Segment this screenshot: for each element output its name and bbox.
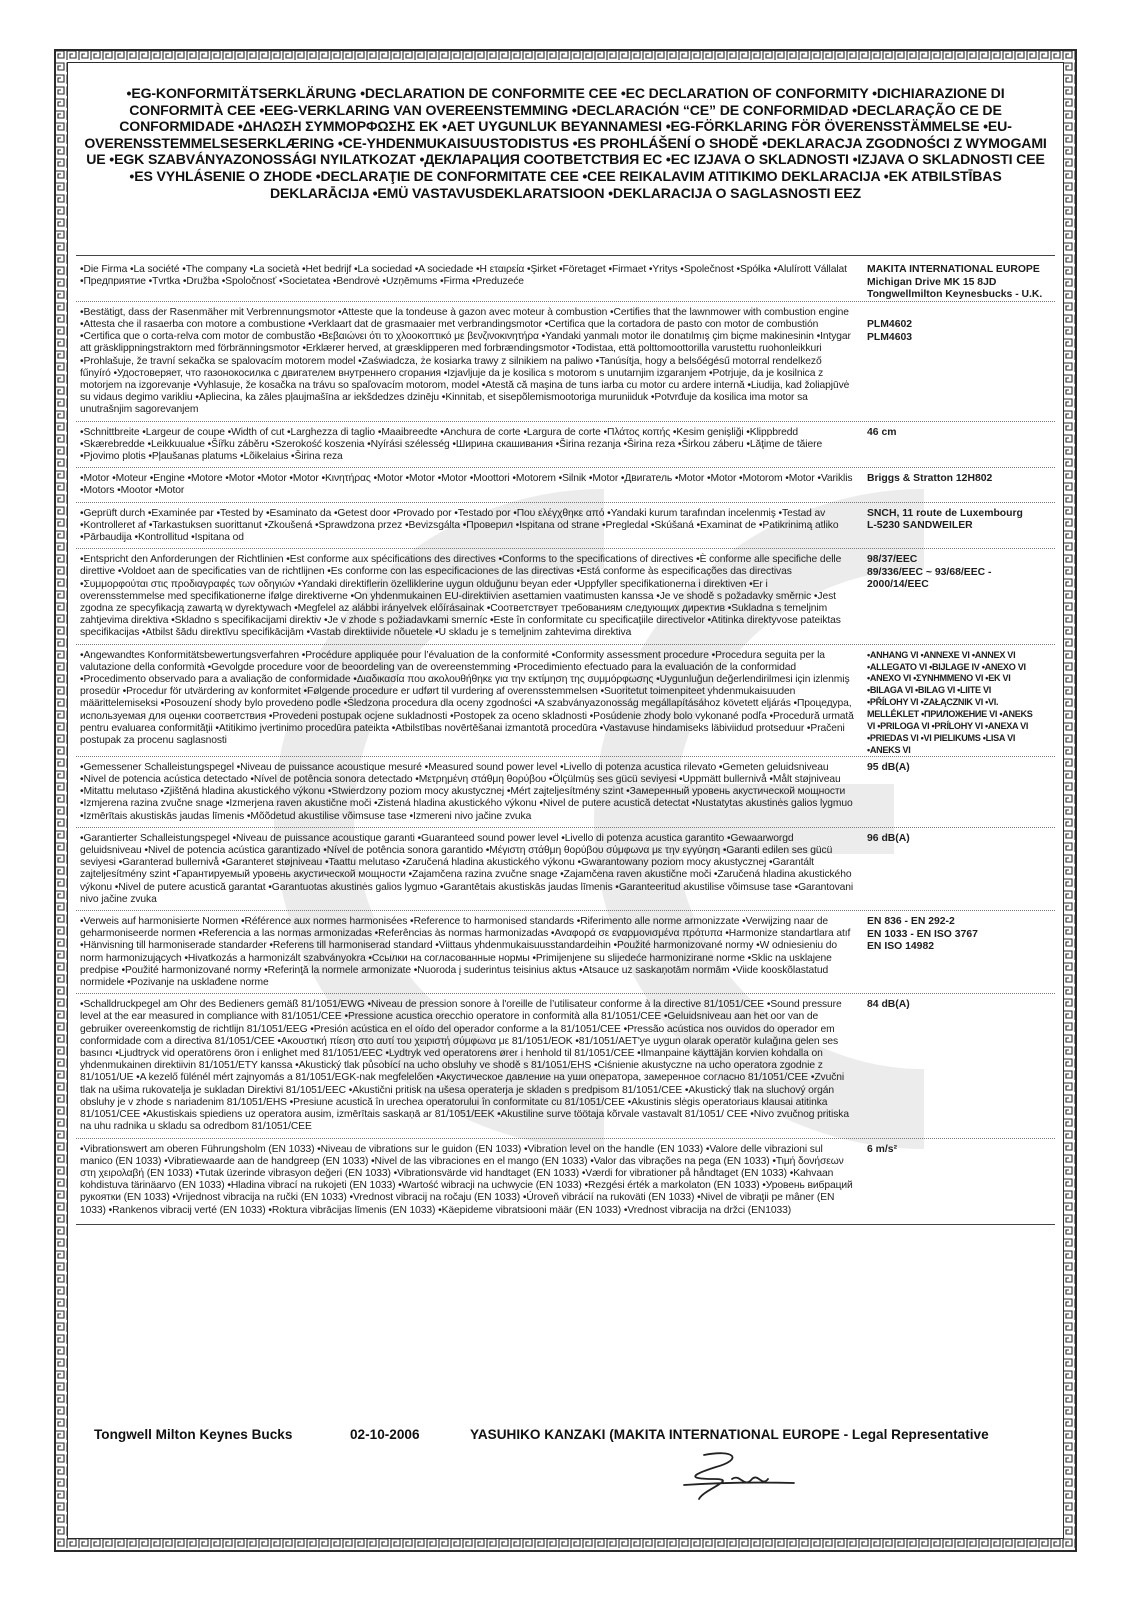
row-label: •Die Firma •La société •The company •La società •Het bedrijf •La sociedad •A sociedade •Η εταιρεία •Şirket •Företaget •Firmaet •Yritys •Společnost •Spółka •Alulírott Vállalat •Предприятие •Tvrtka •Družba •Spoločnosť •Societatea •Bendrovė •Uzņēmums •Firma •Preduzeće: [80, 264, 847, 288]
row-label: •Gemessener Schalleistungspegel •Niveau de puissance acoustique mesuré •Measured sound power level •Livello di potenza acustica rilevato •Gemeten geluidsniveau •Nivel de potencia acústica detectado •Nível de potência sonora detectado •Μετρημένη στάθμη θορύβου •Ölçülmüş ses gücü seviyesi •Uppmätt bullernivå •Målt støjniveau •Mitattu melutaso •Zjištěná hladina akustického výkonu •Stwierdzony poziom mocy akustycznej •Mért zajteljesítmény szint •Замеренный уровень акустической мощности •Izmjerena razina zvučne snage •Izmerjena raven akustične moči •Zistená hladina akustického výkonu •Nivel de putere acustică detectat •Nustatytas akustinės galios lygmuo •Izmērītais akustiskās jaudas līmenis •Mõõdetud akustilise võimsuse tase •Izmereni nivo jačine zvuka: [80, 761, 853, 822]
row-label: •Entspricht den Anforderungen der Richtlinien •Est conforme aux spécifications des directives •Conforms to the specifications of directives •È conforme alle specifiche delle direttive •Voldoet aan de specificaties van de richtlijnen •Es conforme con las especificaciones de las directivas •Está conforme às especificações das directivas •Συμμορφούται στις προδιαγραφές των οδηγιών •Yandaki direktiflerin özelliklerine uygun olduğunu beyan eder •Uppfyller specifikationerna i direktiven •Er i overensstemmelse med specifikationerne ifølge direktiverne •On yhdenmukainen EU-direktiivien asettamien vaatimusten kanssa •Je ve shodě s požadavky směrnic •Jest zgodna ze specyfikacją zawartą w dyrektywach •Megfelel az alábbi irányelvek előírásainak •Соответствует требованиям следующих директив •Sukladna s temeljnim zahtjevima direktiva •Skladno s specifikacijami direktiv •Je v zhode s požiadavkami smerníc •Este în conformitate cu specificaţiile directivelor •Atitinka direktyvose pateiktas specifikacijas •Atbilst šādu direktīvu specifikācijām •Vastab direktiivide nõuetele •U skladu je s temeljnim zahtevima direktiva: [80, 554, 842, 639]
value-line: Briggs & Stratton 12H802: [867, 473, 993, 485]
row-value: [867, 468, 1042, 502]
value-line: •ANHANG VI •ANNEXE VI •ANNEX VI: [867, 649, 1016, 660]
row-label: •Bestätigt, dass der Rasenmäher mit Verbrennungsmotor •Atteste que la tondeuse à gazon avec moteur à combustion •Certifies that the lawnmower with combustion engine •Attesta che il rasaerba con motore a combustione •Verklaart dat de grasmaaier met verbrandingsmotor •Certifica que la cortadora de pasto con motor de combustión •Certifica que o corta-relva com motor de combustão •Βεβαιώνει ότι το χλοοκοπτικό με βενζινοκινητήρα •Yandaki yanmalı motor ile donatılmış çim biçme makinesinin •Intygar att gräsklippningstraktorn med förbränningsmotor •Erklærer herved, at græsklipperen med forbrændingsmotor •Todistaa, että polttomoottorilla varustettu ruohonleikkuri •Prohlašuje, že travní sekačka se spalovacím motorem model •Zaświadcza, że kosiarka trawy z silnikiem na paliwo •Tanúsítja, hogy a belsőégésű motorral rendelkező fűnyíró •Удостоверяет, что газонокосилка с двигателем внутреннего сгорания •Izjavljuje da je kosilica s motorom s unutarnjim izgaranjem •Potrjuje, da je kosilnica z motorjem na izgorevanje •Vyhlasuje, že kosačka na trávu so spaľovacím motorom, model •Atestă că maşina de tuns iarba cu motor cu ardere internă •Liudija, kad žoliapjūvė su vidaus degimo varikliu •Apliecina, ka zāles pļaujmašīna ar iekšdedzes dzinēju •Kinnitab, et sisepõlemismootoriga muruniiduk •Potvrđuje da kosilica ima motor sa unutrašnjim sagorevanjem: [80, 306, 851, 416]
row-label: •Verweis auf harmonisierte Normen •Référence aux normes harmonisées •Reference to harmonised standards •Riferimento alle norme armonizzate •Verwijzing naar de geharmoniseerde normen •Referencia a las normas armonizadas •Referências às normas harmonizadas •Αναφορά σε εναρμονισμένα πρότυπα •Harmonize standartlara atıf •Hänvisning till harmoniserade standarder •Referens till harmoniserad standard •Viittaus yhdenmukaisuusstandardeihin •Použité harmonizované normy •W odniesieniu do norm harmonizujących •Hivatkozás a harmonizált szabványokra •Ссылки на согласованные нормы •Primijenjene su slijedeće harmonizirane norme •Sklic na usklajene predpise •Použité harmonizované normy •Referinţă la normele armonizate •Nuoroda į suderintus teisinius aktus •Atsauce uz saskaņotām normām •Viide kooskõlastatud normidele •Pozivanje na usklađene norme: [80, 916, 851, 989]
row-value: [867, 302, 1042, 422]
footer-place: Tongwell Milton Keynes Bucks: [94, 1427, 293, 1442]
value-line: EN 1033 - EN ISO 3767: [867, 928, 978, 940]
declaration-table: [76, 259, 1055, 1225]
value-line: 46 cm: [867, 426, 897, 438]
value-line: EN 836 - EN 292-2: [867, 916, 955, 928]
row-directives: [76, 549, 1055, 644]
row-value: [867, 503, 1042, 550]
value-line: MELLÉKLET •ПРИЛОЖЕНИЕ VI •ANEKS: [867, 709, 1033, 720]
row-value: [867, 757, 1042, 828]
value-line: EN ISO 14982: [867, 941, 935, 953]
row-value: [867, 549, 1042, 644]
value-line: 96 dB(A): [867, 832, 910, 844]
value-line: Tongwellmilton Keynesbucks - U.K.: [867, 289, 1043, 301]
value-line: L-5230 SANDWEILER: [867, 520, 973, 532]
row-label: •Schnittbreite •Largeur de coupe •Width of cut •Larghezza di taglio •Maaibreedte •Anchura de corte •Largura de corte •Πλάτος κοπής •Kesim genişliği •Klippbredd •Skærebredde •Leikkuualue •Šířku záběru •Szerokość koszenia •Nyírási szélesség •Ширина скашивания •Širina rezanja •Širina reza •Širkou záberu •Lăţime de tăiere •Pjovimo plotis •Pļaušanas platums •Lõikelaius •Širina reza: [80, 426, 823, 463]
footer-representative: YASUHIKO KANZAKI (MAKITA INTERNATIONAL EUROPE - Legal Representative: [470, 1427, 989, 1442]
value-line: [867, 307, 1042, 320]
value-line: 84 dB(A): [867, 999, 910, 1011]
row-sound-pressure: [76, 994, 1055, 1138]
row-cut-width: [76, 422, 1055, 469]
value-line: •PRIEDAS VI •VI PIELIKUMS •LISA VI: [867, 733, 1016, 743]
row-label: •Garantierter Schalleistungspegel •Niveau de puissance acoustique garanti •Guaranteed sound power level •Livello di potenza acustica garantito •Gewaarworgd geluidsniveau •Nivel de potencia acústica garantizado •Nível de potência sonora garantido •Μέγιστη στάθμη θορύβου σύμφωνα με την εγγύηση •Garanti edilen ses gücü seviyesi •Garanterad bullernivå •Garanteret støjniveau •Taattu melutaso •Zaručená hladina akustického výkonu •Gwarantowany poziom mocy akustycznej •Garantált zajteljesítmény szint •Гарантируемый уровень акустической мощности •Zajamčena razina zvučne snage •Zajamčena raven akustične moči •Zaručená hladina akustického výkonu •Nivel de putere acustică garantat •Garantuotas akustinės galios lygmuo •Garantētais akustiskās jaudas līmenis •Garanteeritud akustilise võimsuse tase •Garantovani nivo jačine zvuka: [80, 832, 854, 905]
row-harmonised-standards: [76, 911, 1055, 994]
value-line: 2000/14/EEC: [867, 579, 929, 591]
row-company: [76, 259, 1055, 302]
row-label: •Angewandtes Konformitätsbewertungsverfahren •Procédure appliquée pour l’évaluation de la conformité •Conformity assessment procedure •Procedura seguita per la valutazione della conformità •Gevolgde procedure voor de beoordeling van de overeenstemming •Procedimiento efectuado para la evaluación de la conformidad •Procedimento observado para a avaliação de conformidade •Διαδικασία που ακολουθήθηκε για την εκτίμηση της συμμόρφωσης •Uygunluğun değerlendirilmesi için izlenmiş prosedür •Procedur för utvärdering av konformitet •Følgende procedure er udført til vurdering af overensstemmelsen •Suoritetut toimenpiteet yhdenmukaisuuden määrittelemiseksi •Posouzení shody bylo provedeno podle •Śledzona procedura dla oceny zgodności •A szabványazonosság megállapításához követett eljárás •Процедура, используемая для оценки соответствия •Provedeni postupak ocjene sukladnosti •Postopek za oceno skladnosti •Posúdenie zhody bolo vykonané podľa •Procedură urmată pentru evaluarea conformităţii •Atitikimo įvertinimo procedūra pateikta •Atbilstības novērtēšanai izmantotā procedūra •Vastavuse hindamiseks läbiviidud protseduur •Pračeni postupak za procenu saglasnosti: [80, 649, 854, 747]
value-line: Michigan Drive MK 15 8JD: [867, 276, 997, 288]
value-line: 95 dB(A): [867, 761, 910, 773]
declaration-page: [54, 49, 1077, 1552]
value-line: MAKITA INTERNATIONAL EUROPE: [867, 264, 1040, 275]
value-line: PLM4602: [867, 319, 913, 331]
row-value: [867, 259, 1042, 302]
row-measured-sound-power: [76, 757, 1055, 828]
value-line: 98/37/EEC: [867, 554, 918, 566]
row-label: •Geprüft durch •Examinée par •Tested by •Esaminato da •Getest door •Provado por •Testado por •Που ελέγχθηκε από •Yandaki kurum tarafından incelenmiş •Testad av •Kontrolleret af •Tarkastuksen suorittanut •Zkoušená •Sprawdzona przez •Bevizsgálta •Проверил •Ispitana od strane •Pregledal •Skúšaná •Examinat de •Patikrinimą atliko •Pārbaudija •Kontrollitud •Ispitana od: [80, 507, 839, 544]
row-value: [867, 994, 1042, 1138]
row-value: [867, 422, 1042, 469]
row-value: [867, 1139, 1042, 1225]
document-title: •EG-KONFORMITÄTSERKLÄRUNG •DECLARATION DE CONFORMITE CEE •EC DECLARATION OF CONFORMITY •DICHIARAZIONE DI CONFORMITÀ CEE •EEG-VERKLARING VAN OVEREENSTEMMING •DECLARACIÓN “CE” DE CONFORMIDAD •DECLARAÇÃO CE DE CONFORMIDADE •ΔΗΛΩΣΗ ΣΥΜΜΟΡΦΩΣΗΣ ΕΚ •AET UYGUNLUK BEYANNAMESI •EG-FÖRKLARING FÖR ÖVERENSSTÄMMELSE •EU-OVERENSSTEMMELSESERKLÆRING •CE-YHDENMUKAISUUSTODISTUS •ES PROHLÁŠENÍ O SHODĚ •DEKLARACJA ZGODNOŚCI Z WYMOGAMI UE •EGK SZABVÁNYAZONOSSÁGI NYILATKOZAT •ДЕКЛАРАЦИЯ СООТВЕТСТВИЯ ЕС •EC IZJAVA O SKLADNOSTI •IZJAVA O SKLADNOSTI CEE •ES VYHLÁSENIE O ZHODE •DECLARAŢIE DE CONFORMITATE CEE •CEE REIKALAVIM ATITIKIMO DEKLARACIJA •EK ATBILSTĪBAS DEKLARĀCIJA •EMÜ VASTAVUSDEKLARATSIOON •DEKLARACIJA O SAGLASNOSTI EEZ: [84, 85, 1047, 201]
value-line: 89/336/EEC ~ 93/68/EEC -: [867, 566, 992, 578]
row-label: •Schalldruckpegel am Ohr des Bedieners gemäß 81/1051/EWG •Niveau de pression sonore à l'oreille de l’utilisateur conforme à la directive 81/1051/CEE •Sound pressure level at the ear measured in compliance with 81/1051/CEE •Pressione acustica orecchio operatore in conformità alla 81/1051/CEE •Geluidsniveau aan het oor van de gebruiker overeenkomstig de richtlijn 81/1051/EEG •Presión acústica en el oído del operador conforme a la 81/1051/CEE •Pressão acústica nos ouvidos do operador em conformidade com a directiva 81/1051/CEE •Ακουστική πίεση στο αυτί του χειριστή σύμφωνα με 81/1051/EOK •81/1051/AET'ye uygun olarak operatör kulağına gelen ses basıncı •Ljudtryck vid operatörens öron i enlighet med 81/1051/EEC •Lydtryk ved operatorens ører i henhold til 81/1051/CEE •Ilmanpaine käyttäjän korvien kohdalla on yhdenmukainen direktiivin 81/1051/ETY kanssa •Akustický tlak působící na ucho obsluhy ve shodě s 81/1051/EHS •Ciśnienie akustyczne na ucho operatora zgodnie z 81/1051/UE •A kezelő fülénél mért zajnyomás a 81/1051/EGK-nak megfelelően •Акустическое давление на уши оператора, замеренное согласно 81/1051/CEE •Zvučni tlak na ušima rukovatelja je sukladan Direktivi 81/1051/EEC •Akustični pritisk na ušesa operaterja je skladen s predpisom 81/1051/CEE •Akustický tlak na sluchový orgán obsluhy je v zhode s nariadenim 81/1051/EHS •Presiune acustică în urechea operatorului în conformitate cu 81/1051/CEE •Akustinis slėgis operatoriaus klausai atitinka 81/1051/CEE •Akustiskais spiediens uz operatora ausim, izmērītais saskaņā ar 81/1051/EEK •Akustiline surve töötaja kõrvale vastavalt 81/1051/ CEE •Nivo zvučnog pritiska na uhu radnika u skladu sa odredbom 81/1051/CEE: [80, 999, 849, 1133]
value-line: •ANEXO VI •ΣΥΝΗΜΜΕΝΟ VI •EK VI: [867, 673, 1011, 684]
value-line: SNCH, 11 route de Luxembourg: [867, 507, 1023, 519]
row-engine: [76, 468, 1055, 502]
value-line: •ALLEGATO VI •BIJLAGE IV •ANEXO VI: [867, 661, 1026, 672]
value-line: •ANEKS VI: [867, 744, 911, 755]
row-label: •Motor •Moteur •Engine •Motore •Motor •Motor •Motor •Κινητήρας •Motor •Motor •Motor •Moottori •Motorem •Silnik •Motor •Двигатель •Motor •Motor •Motorom •Motor •Variklis •Motors •Mootor •Motor: [80, 473, 853, 497]
row-value: [867, 828, 1042, 911]
row-value: [867, 911, 1042, 994]
footer-date: 02-10-2006: [350, 1427, 420, 1442]
row-vibration: [76, 1139, 1055, 1225]
value-line: VI •PRILOGA VI •PRÍLOHY VI •ANEXA VI: [867, 721, 1029, 732]
row-product: [76, 302, 1055, 422]
row-label: •Vibrationswert am oberen Führungsholm (EN 1033) •Niveau de vibrations sur le guidon (EN 1033) •Vibration level on the handle (EN 1033) •Valore delle vibrazioni sul manico (EN 1033) •Vibratiewaarde aan de handgreep (EN 1033) •Nivel de las vibraciones en el mango (EN 1033) •Valor das vibrações na pega (EN 1033) •Τιμή δονήσεων στη χειρολαβή (EN 1033) •Tutak üzerinde vibrasyon değeri (EN 1033) •Vibrationsvärde vid handtaget (EN 1033) •Værdi for vibrationer på håndtaget (EN 1033) •Kahvaan kohdistuva tärinäarvo (EN 1033) •Hladina vibrací na rukojeti (EN 1033) •Wartość wibracji na uchwycie (EN 1033) •Rezgési érték a markolaton (EN 1033) •Уровень вибраций рукоятки (EN 1033) •Vrijednost vibracija na ručki (EN 1033) •Vrednost vibracij na ročaju (EN 1033) •Úroveň vibrácií na rukoväti (EN 1033) •Nivel de vibraţii pe mâner (EN 1033) •Rankenos vibracij verté (EN 1033) •Roktura vibrācijas līmenis (EN 1033) •Käepideme vibratsiooni määr (EN 1033) •Vrednost vibracija na držci (EN1033): [80, 1143, 853, 1216]
value-line: •PŘÍLOHY VI •ZAŁĄCZNIK VI •VI.: [867, 697, 999, 708]
row-assessment-procedure: [76, 645, 1055, 757]
row-guaranteed-sound-power: [76, 828, 1055, 911]
row-value: [867, 645, 1042, 757]
row-tested-by: [76, 503, 1055, 550]
signature-image: [644, 1449, 804, 1505]
value-line: 6 m/s²: [867, 1143, 898, 1155]
title-divider: [76, 255, 1055, 256]
value-line: •BILAGA VI •BILAG VI •LIITE VI: [867, 685, 991, 696]
value-line: PLM4603: [867, 331, 913, 343]
